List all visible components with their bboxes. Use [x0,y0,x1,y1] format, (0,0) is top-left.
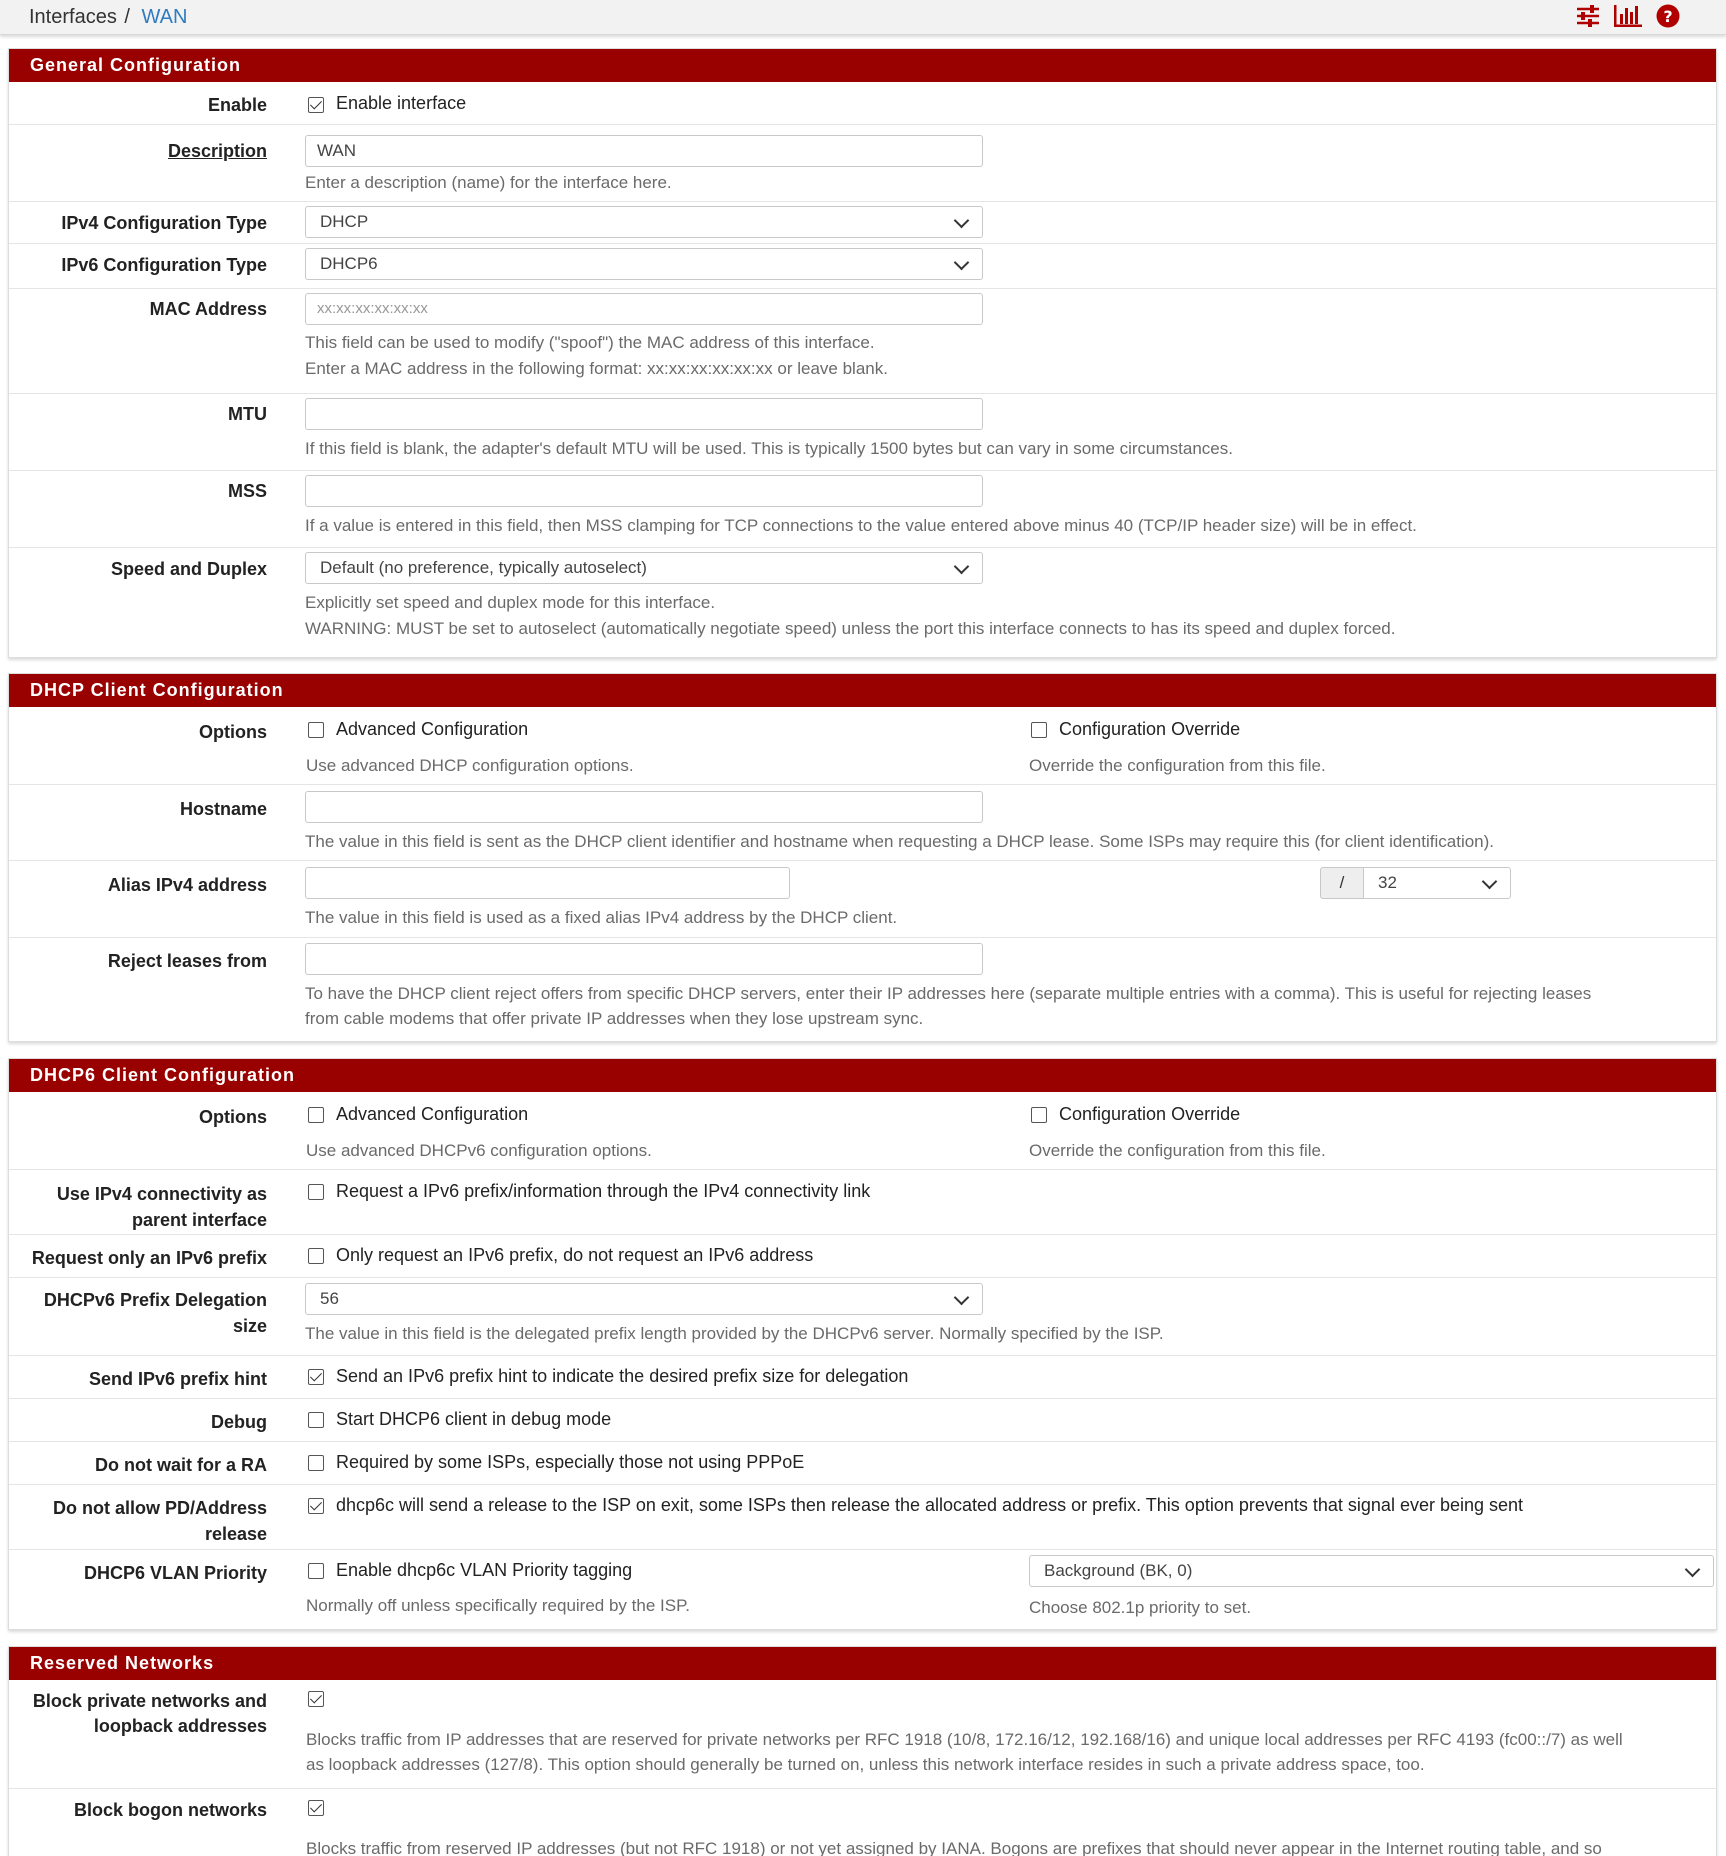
breadcrumb-current[interactable]: WAN [141,6,188,28]
ipv4-parent-checkbox[interactable] [308,1184,324,1200]
row-dhcp6-options [9,1092,1716,1169]
block-private-checkbox[interactable] [308,1691,324,1707]
reject-leases-help-line2: from cable modems that offer private IP addresses when they lose upstream sync. [305,1009,924,1028]
prefix-only-text: Only request an IPv6 prefix, do not request an IPv6 address [336,1245,814,1265]
row-vlan-priority [9,1549,1716,1630]
block-bogon-checkbox[interactable] [308,1800,324,1816]
ipv4-type-label: IPv4 Configuration Type [61,213,267,233]
enable-checkbox-text: Enable interface [336,93,467,113]
panel-heading: DHCP Client Configuration [9,674,1716,707]
top-icons [1576,4,1680,28]
dhcp6-options-label: Options [199,1107,267,1127]
no-wait-ra-label: Do not wait for a RA [95,1455,267,1475]
prefix-only-checkbox[interactable] [308,1248,324,1264]
vlan-priority-label: DHCP6 VLAN Priority [83,1563,267,1583]
mss-help: If a value is entered in this field, then MSS clamping for TCP connections to the value entered above minus 40 (TCP/IP header size) will be in effect. [305,516,1417,535]
dhcp6-override-text: Configuration Override [1059,1104,1241,1124]
ipv6-type-select[interactable]: DHCP6 [305,248,983,280]
mac-address-input[interactable]: xx:xx:xx:xx:xx:xx [305,293,983,325]
row-mss [9,470,1716,548]
panel-dhcp-client-configuration [8,673,1717,1042]
row-enable [9,82,1716,124]
ipv4-parent-label-line1: Use IPv4 connectivity as [56,1184,267,1204]
hostname-input[interactable] [305,791,983,823]
alias-ipv4-help: The value in this field is used as a fixed alias IPv4 address by the DHCP client. [305,908,898,927]
top-bar [0,0,1726,35]
row-no-release [9,1484,1716,1550]
hostname-help: The value in this field is sent as the DHCP client identifier and hostname when requesting a DHCP lease. Some ISPs may require this (for client identification). [305,832,1495,851]
row-no-wait-ra [9,1441,1716,1485]
row-ipv4-type [9,201,1716,244]
block-private-label-line2: loopback addresses [93,1716,267,1736]
vlan-priority-text: Enable dhcp6c VLAN Priority tagging [336,1560,633,1580]
row-alias-ipv4 [9,860,1716,938]
alias-ipv4-input[interactable] [305,867,790,899]
row-prefix-only [9,1234,1716,1278]
reject-leases-help-line1: To have the DHCP client reject offers from specific DHCP servers, enter their IP addresses here (separate multiple entries with a comma). This is useful for rejecting leases [305,984,1592,1003]
mac-address-help-line2: Enter a MAC address in the following format: xx:xx:xx:xx:xx:xx or leave blank. [305,359,888,378]
block-bogon-label: Block bogon networks [73,1800,267,1820]
pd-size-select[interactable]: 56 [305,1283,983,1315]
row-reject-leases [9,937,1716,1042]
no-release-label-line2: release [204,1524,267,1544]
speed-duplex-help-line1: Explicitly set speed and duplex mode for this interface. [305,593,716,612]
dhcp6-advanced-text: Advanced Configuration [336,1104,529,1124]
dhcp-override-help: Override the configuration from this file. [1029,756,1326,775]
panel-general-configuration [8,48,1717,658]
row-prefix-hint [9,1355,1716,1399]
vlan-priority-help: Normally off unless specifically required by the ISP. [306,1596,690,1615]
mtu-input[interactable] [305,398,983,430]
row-ipv6-type [9,243,1716,289]
alias-ipv4-label: Alias IPv4 address [107,875,267,895]
block-bogon-help: Blocks traffic from reserved IP addresses (but not RFC 1918) or not yet assigned by IANA. Bogons are prefixes that should never appear in the Internet routing table, and so [306,1839,1602,1856]
dhcp-advanced-text: Advanced Configuration [336,719,529,739]
block-private-label-line1: Block private networks and [32,1691,267,1711]
description-input[interactable]: WAN [305,135,983,167]
debug-label: Debug [211,1412,267,1432]
dhcp-options-label: Options [199,722,267,742]
panel-reserved-networks [8,1646,1717,1856]
pd-size-label-line1: DHCPv6 Prefix Delegation [43,1290,267,1310]
ipv4-parent-label-line2: parent interface [131,1210,267,1230]
debug-checkbox[interactable] [308,1412,324,1428]
mac-address-label: MAC Address [149,299,267,319]
row-ipv4-parent [9,1169,1716,1235]
dhcp6-override-checkbox[interactable] [1031,1107,1047,1123]
no-release-label-line1: Do not allow PD/Address [52,1498,267,1518]
panel-heading: Reserved Networks [9,1647,1716,1680]
bar-chart-icon[interactable] [1614,5,1642,27]
sliders-icon[interactable] [1576,5,1600,27]
hostname-label: Hostname [179,799,267,819]
breadcrumb-separator: / [124,6,130,28]
row-hostname [9,784,1716,861]
alias-mask-select[interactable]: 32 [1363,867,1511,899]
no-wait-ra-checkbox[interactable] [308,1455,324,1471]
no-release-text: dhcp6c will send a release to the ISP on exit, some ISPs then release the allocated address or prefix. This option prevents that signal ever being sent [336,1495,1524,1515]
prefix-hint-label: Send IPv6 prefix hint [88,1369,267,1389]
row-speed-duplex [9,547,1716,658]
prefix-hint-text: Send an IPv6 prefix hint to indicate the desired prefix size for delegation [336,1366,909,1386]
mtu-help: If this field is blank, the adapter's default MTU will be used. This is typically 1500 bytes but can vary in some circumstances. [305,439,1233,458]
dhcp-override-text: Configuration Override [1059,719,1241,739]
speed-duplex-select[interactable]: Default (no preference, typically autoselect) [305,552,983,584]
pd-size-label-line2: size [232,1316,267,1336]
description-help: Enter a description (name) for the interface here. [305,173,672,192]
vlan-priority-select-help: Choose 802.1p priority to set. [1029,1598,1252,1617]
svg-text:?: ? [1663,7,1673,26]
mtu-label: MTU [228,404,267,424]
mss-input[interactable] [305,475,983,507]
dhcp-advanced-help: Use advanced DHCP configuration options. [306,756,634,775]
row-mac-address [9,288,1716,394]
debug-text: Start DHCP6 client in debug mode [336,1409,612,1429]
enable-checkbox[interactable] [308,97,324,113]
speed-duplex-label: Speed and Duplex [110,559,267,579]
ipv4-type-select[interactable]: DHCP [305,206,983,238]
dhcp6-override-help: Override the configuration from this file. [1029,1141,1326,1160]
block-private-help-line2: as loopback addresses (127/8). This option should generally be turned on, unless this network interface resides in such a private address space, too. [306,1755,1425,1774]
row-description [9,124,1716,202]
row-debug [9,1398,1716,1442]
no-wait-ra-text: Required by some ISPs, especially those not using PPPoE [336,1452,805,1472]
row-pd-size [9,1277,1716,1356]
help-icon[interactable] [1656,4,1680,28]
dhcp6-advanced-checkbox[interactable] [308,1107,324,1123]
ipv6-type-label: IPv6 Configuration Type [61,255,267,275]
block-private-help-line1: Blocks traffic from IP addresses that are reserved for private networks per RFC 1918 (10/8, 172.16/12, 192.168/16) and unique local addresses per RFC 4193 (fc00::/7) as well [306,1730,1623,1749]
reject-leases-input[interactable] [305,943,983,975]
prefix-only-label: Request only an IPv6 prefix [31,1248,267,1268]
panel-dhcp6-client-configuration [8,1058,1717,1630]
reject-leases-label: Reject leases from [107,951,267,971]
mac-address-help-line1: This field can be used to modify ("spoof") the MAC address of this interface. [305,333,875,352]
breadcrumb [29,6,187,29]
no-release-checkbox[interactable] [308,1498,324,1514]
panel-heading: DHCP6 Client Configuration [9,1059,1716,1092]
dhcp-override-checkbox[interactable] [1031,722,1047,738]
pd-size-help: The value in this field is the delegated prefix length provided by the DHCPv6 server. Normally specified by the ISP. [305,1324,1164,1343]
mss-label: MSS [227,481,267,501]
ipv4-parent-text: Request a IPv6 prefix/information through the IPv4 connectivity link [336,1181,871,1201]
dhcp-advanced-checkbox[interactable] [308,722,324,738]
vlan-priority-checkbox[interactable] [308,1563,324,1579]
breadcrumb-parent[interactable]: Interfaces [29,6,117,28]
row-block-private [9,1680,1716,1788]
prefix-hint-checkbox[interactable] [308,1369,324,1385]
row-dhcp-options [9,707,1716,784]
speed-duplex-help-line2: WARNING: MUST be set to autoselect (automatically negotiate speed) unless the port this interface connects to has its speed and duplex forced. [305,619,1396,638]
enable-label: Enable [207,95,267,115]
description-label[interactable]: Description [167,141,267,161]
panel-heading: General Configuration [9,49,1716,82]
row-block-bogon [9,1788,1716,1856]
row-mtu [9,393,1716,471]
alias-slash-addon: / [1320,867,1363,899]
dhcp6-advanced-help: Use advanced DHCPv6 configuration options. [306,1141,652,1160]
vlan-priority-select[interactable]: Background (BK, 0) [1029,1555,1714,1587]
